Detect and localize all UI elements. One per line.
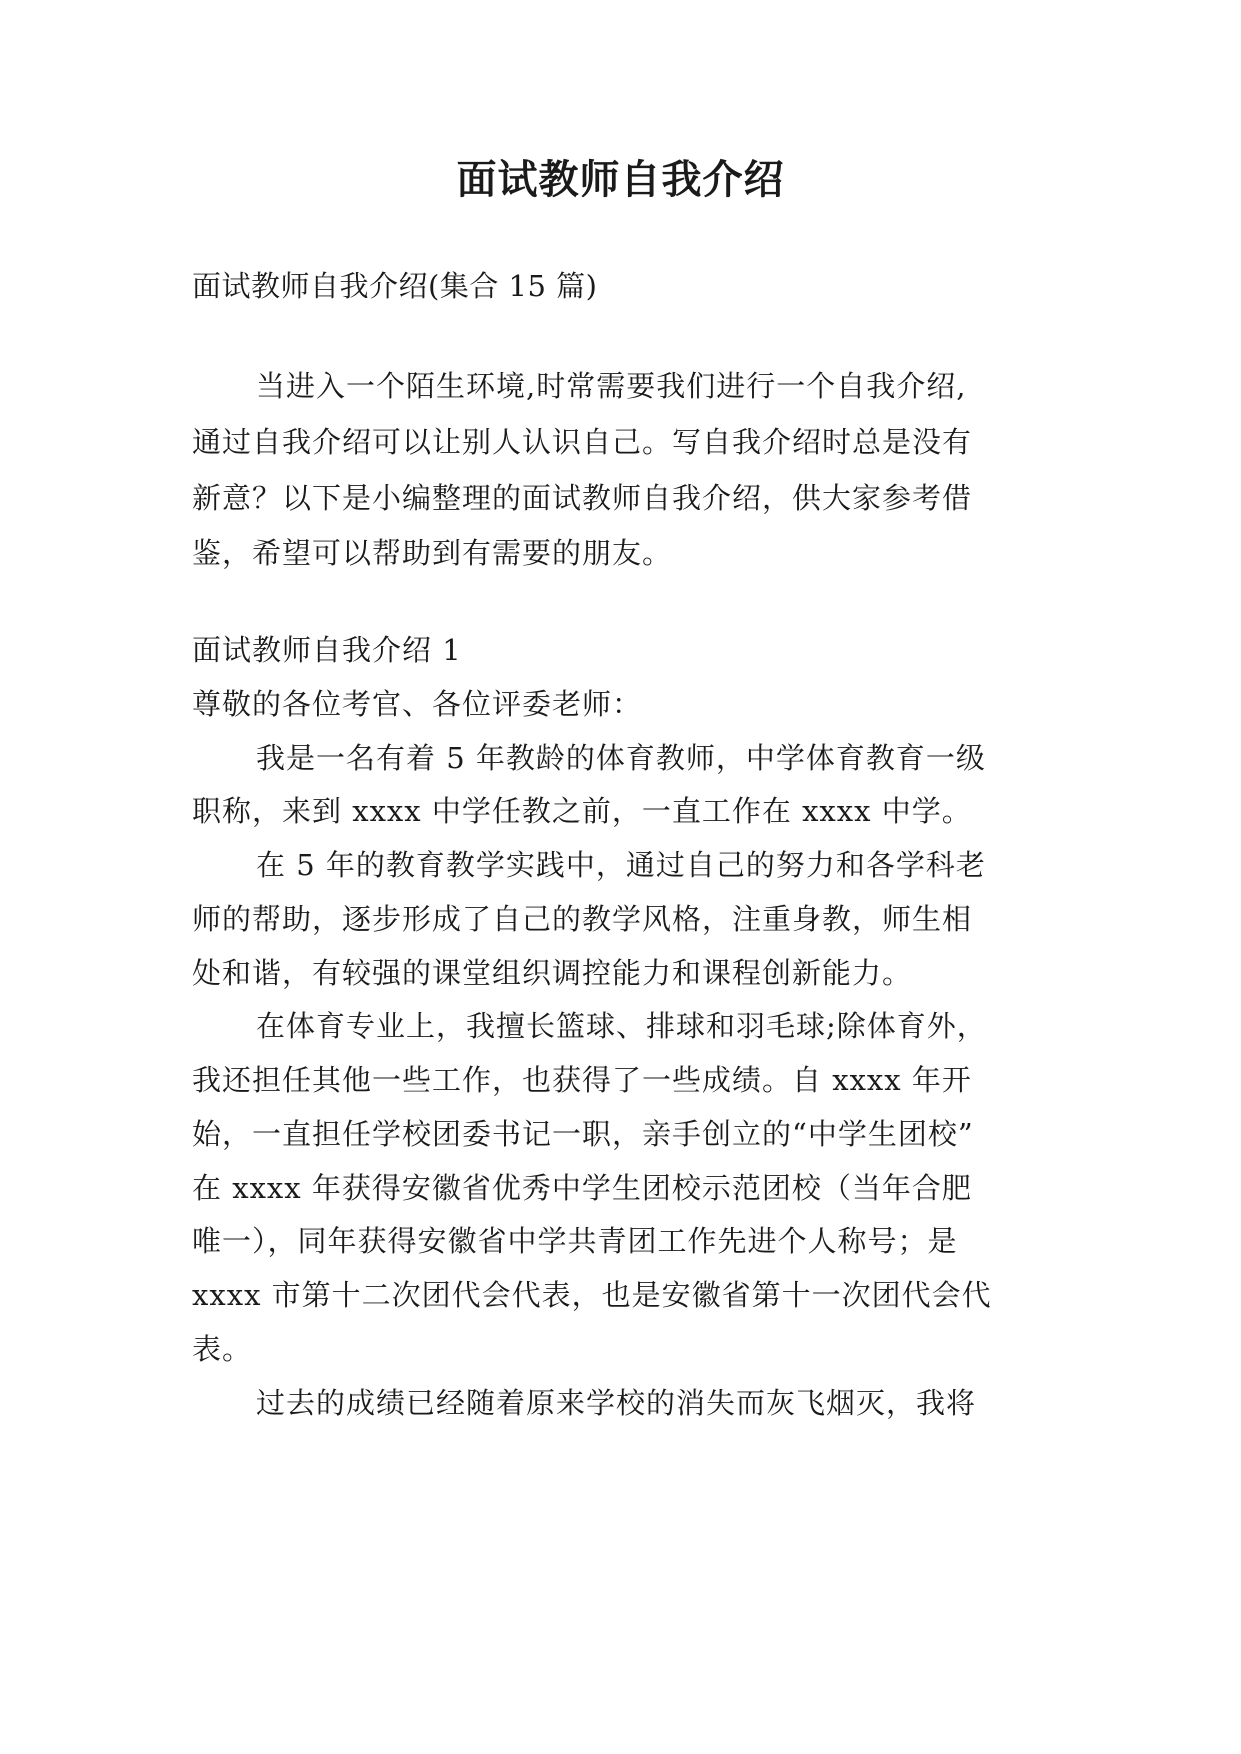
- body-line: 处和谐，有较强的课堂组织调控能力和课程创新能力。: [192, 956, 913, 990]
- body-line: 师的帮助，逐步形成了自己的教学风格，注重身教，师生相: [192, 902, 973, 936]
- body-line: 唯一），同年获得安徽省中学共青团工作先进个人称号；是: [192, 1224, 958, 1258]
- body-line: xxxx 市第十二次团代会代表，也是安徽省第十一次团代会代: [192, 1278, 992, 1312]
- body-line: 过去的成绩已经随着原来学校的消失而灰飞烟灭，我将: [256, 1386, 977, 1420]
- section-heading: 面试教师自我介绍 1: [192, 633, 462, 667]
- body-line: 在体育专业上，我擅长篮球、排球和羽毛球;除体育外，: [256, 1009, 987, 1043]
- intro-line: 当进入一个陌生环境,时常需要我们进行一个自我介绍,: [256, 369, 967, 403]
- body-line: 我是一名有着 5 年教龄的体育教师，中学体育教育一级: [256, 741, 986, 775]
- body-line: 职称，来到 xxxx 中学任教之前，一直工作在 xxxx 中学。: [192, 794, 972, 828]
- body-line: 在 xxxx 年获得安徽省优秀中学生团校示范团校（当年合肥: [192, 1171, 972, 1205]
- body-line: 在 5 年的教育教学实践中，通过自己的努力和各学科老: [256, 848, 986, 882]
- intro-line: 新意？以下是小编整理的面试教师自我介绍，供大家参考借: [192, 481, 973, 515]
- body-line: 表。: [192, 1332, 253, 1366]
- salutation: 尊敬的各位考官、各位评委老师：: [192, 687, 643, 721]
- intro-line: 通过自我介绍可以让别人认识自己。写自我介绍时总是没有: [192, 425, 973, 459]
- body-line: 始，一直担任学校团委书记一职，亲手创立的“中学生团校”: [192, 1117, 974, 1151]
- document-title: 面试教师自我介绍: [456, 157, 785, 203]
- document-subtitle: 面试教师自我介绍(集合 15 篇): [192, 269, 598, 303]
- intro-line: 鉴，希望可以帮助到有需要的朋友。: [192, 536, 673, 570]
- body-line: 我还担任其他一些工作，也获得了一些成绩。自 xxxx 年开: [192, 1063, 972, 1097]
